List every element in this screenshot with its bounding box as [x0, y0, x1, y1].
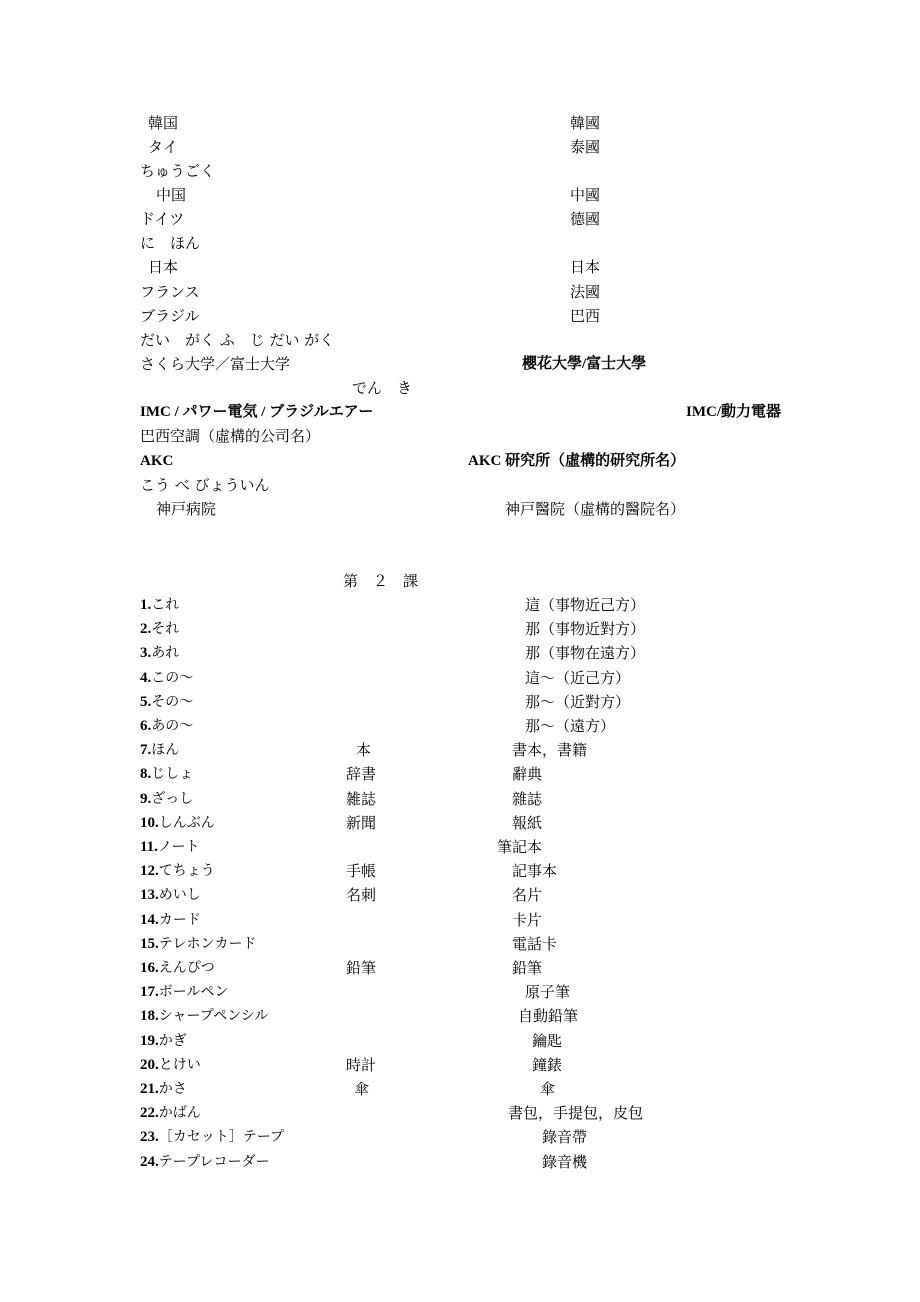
vocab-kana: あの～: [151, 718, 194, 734]
vocab-kana: カード: [158, 912, 201, 928]
country-jp: 韓国: [148, 114, 179, 132]
vocab-meaning: 雜誌: [512, 790, 543, 808]
vocab-number: [140, 1127, 284, 1147]
hospital-jp: 神戸病院: [156, 500, 217, 518]
vocab-kana: ほん: [151, 742, 180, 758]
vocab-number-text: 12.: [140, 863, 159, 879]
vocab-number: [140, 643, 179, 663]
vocab-number-text: 8.: [140, 766, 152, 782]
vocab-meaning: 鉛筆: [512, 959, 543, 977]
vocab-number: [140, 764, 193, 784]
hospital-zh: 神戸醫院（虛構的醫院名）: [505, 500, 686, 518]
vocab-kana: ノート: [157, 839, 200, 855]
vocab-number-text: 7.: [140, 742, 152, 758]
vocab-number-text: 24.: [140, 1154, 159, 1170]
vocab-meaning: 傘: [540, 1080, 556, 1098]
vocab-kanji: 手帳: [346, 862, 377, 880]
vocab-kana: この～: [151, 670, 194, 686]
lesson-title: 第 ２ 課: [343, 572, 419, 590]
vocab-number: [140, 885, 201, 905]
country-jp: フランス: [140, 283, 200, 301]
university-ruby: だい がく ふ じ だい がく: [140, 331, 335, 349]
country-zh: 韓國: [570, 114, 601, 132]
vocab-number-text: 10.: [140, 815, 159, 831]
vocab-number-text: 22.: [140, 1105, 159, 1121]
akc-jp: AKC: [140, 453, 174, 469]
vocab-kanji: 辞書: [346, 765, 377, 783]
vocab-kana: ざっし: [151, 791, 194, 807]
vocab-number-text: 3.: [140, 645, 152, 661]
vocab-number: [140, 1031, 187, 1051]
vocab-kana: ボールペン: [158, 984, 229, 1000]
vocab-number: [140, 692, 193, 712]
vocab-kana: かぎ: [158, 1033, 187, 1049]
vocab-meaning: 鐘錶: [532, 1056, 563, 1074]
vocab-kana: あれ: [151, 645, 180, 661]
vocab-meaning: 那（事物近對方）: [525, 620, 646, 638]
companies-jp: IMC / パワー電気 / ブラジルエアー: [140, 404, 374, 420]
vocab-number: [140, 1152, 270, 1172]
vocab-number: [140, 958, 215, 978]
vocab-number-text: 9.: [140, 791, 152, 807]
vocab-number: [140, 668, 193, 688]
country-zh: 泰國: [570, 138, 601, 156]
country-jp: 日本: [148, 258, 179, 276]
vocab-kana: テレホンカード: [158, 936, 257, 952]
vocab-kanji: 本: [356, 741, 372, 759]
vocab-number-text: 4.: [140, 670, 152, 686]
vocab-kana: それ: [151, 621, 180, 637]
country-zh: 德國: [570, 210, 601, 228]
vocab-number-text: 17.: [140, 984, 159, 1000]
vocab-number: [140, 619, 179, 639]
vocab-meaning: 辭典: [512, 765, 543, 783]
vocab-kana: シャープペンシル: [158, 1008, 269, 1024]
vocab-kana: その～: [151, 694, 194, 710]
vocab-number: [140, 789, 193, 809]
vocab-kana: これ: [151, 597, 180, 613]
vocab-kanji: 雑誌: [346, 790, 377, 808]
vocab-meaning: 名片: [512, 886, 543, 904]
vocab-kana: とけい: [158, 1057, 201, 1073]
university-zh: 櫻花大學/富士大學: [522, 356, 647, 372]
vocab-kanji: 名刺: [346, 886, 377, 904]
vocab-number: [140, 1079, 187, 1099]
vocab-number: [140, 837, 200, 857]
country-ruby: ちゅうごく: [140, 162, 216, 180]
vocab-meaning: 記事本: [512, 862, 558, 880]
vocab-kana: めいし: [158, 887, 201, 903]
vocab-number: [140, 1006, 269, 1026]
vocab-kana: じしょ: [151, 766, 194, 782]
vocab-meaning: 原子筆: [525, 983, 571, 1001]
vocab-kana: テープレコーダー: [158, 1154, 270, 1170]
vocab-meaning: 書本，書籍: [512, 741, 588, 759]
country-zh: 巴西: [570, 307, 601, 325]
vocab-number-text: 21.: [140, 1081, 159, 1097]
vocab-number-text: 5.: [140, 694, 152, 710]
vocab-number: [140, 1055, 201, 1075]
vocab-kana: かさ: [158, 1081, 187, 1097]
country-zh: 法國: [570, 283, 601, 301]
vocab-number-text: 23.: [140, 1129, 159, 1145]
vocab-meaning: 電話卡: [512, 935, 558, 953]
vocab-meaning: 筆記本: [497, 838, 543, 856]
vocab-kanji: 傘: [354, 1080, 370, 1098]
vocab-number: [140, 982, 228, 1002]
companies-zh-cont: 巴西空調（虛構的公司名）: [140, 427, 321, 445]
vocab-number-text: 14.: [140, 912, 159, 928]
vocab-meaning: 那～（遠方）: [525, 717, 616, 735]
vocab-number-text: 11.: [140, 839, 158, 855]
country-zh: 中國: [570, 186, 601, 204]
vocab-kanji: 鉛筆: [346, 959, 377, 977]
vocab-number: [140, 813, 215, 833]
vocab-number-text: 15.: [140, 936, 159, 952]
vocab-number-text: 2.: [140, 621, 152, 637]
vocab-number: [140, 861, 215, 881]
vocab-meaning: 書包，手提包，皮包: [508, 1104, 644, 1122]
university-jp: さくら大学／富士大学: [140, 355, 291, 373]
vocab-number: [140, 716, 193, 736]
country-jp: 中国: [156, 186, 187, 204]
hospital-ruby: こう べ びょういん: [140, 476, 270, 494]
vocab-number: [140, 934, 256, 954]
akc-zh: AKC 研究所（虛構的研究所名）: [468, 453, 686, 469]
country-zh: 日本: [570, 258, 601, 276]
vocab-number-text: 16.: [140, 960, 159, 976]
vocab-number-text: 18.: [140, 1008, 159, 1024]
vocab-meaning: 自動鉛筆: [518, 1007, 579, 1025]
vocab-number: [140, 595, 179, 615]
vocab-kana: ［カセット］テープ: [158, 1129, 285, 1145]
vocab-meaning: 錄音帶: [542, 1128, 588, 1146]
denki-ruby: でん き: [352, 379, 413, 397]
companies-zh: IMC/動力電器: [686, 404, 781, 420]
vocab-meaning: 報紙: [512, 814, 543, 832]
vocab-number: [140, 910, 201, 930]
vocab-meaning: 這～（近己方）: [525, 669, 631, 687]
country-ruby: に ほん: [140, 234, 201, 252]
vocab-number-text: 20.: [140, 1057, 159, 1073]
vocab-meaning: 卡片: [512, 911, 543, 929]
vocab-number-text: 19.: [140, 1033, 159, 1049]
vocab-number-text: 13.: [140, 887, 159, 903]
vocab-number-text: 6.: [140, 718, 152, 734]
vocab-kanji: 時計: [346, 1056, 377, 1074]
vocab-kana: えんぴつ: [158, 960, 215, 976]
vocab-meaning: 鑰匙: [532, 1032, 563, 1050]
vocab-kana: てちょう: [158, 863, 215, 879]
vocab-meaning: 那～（近對方）: [525, 693, 631, 711]
vocab-number: [140, 1103, 201, 1123]
vocab-kana: かばん: [158, 1105, 201, 1121]
vocab-meaning: 這（事物近己方）: [525, 596, 646, 614]
vocab-number-text: 1.: [140, 597, 152, 613]
country-jp: ブラジル: [140, 307, 200, 325]
vocab-kanji: 新聞: [346, 814, 377, 832]
vocab-kana: しんぶん: [158, 815, 215, 831]
vocab-meaning: 錄音機: [542, 1153, 588, 1171]
vocab-meaning: 那（事物在遠方）: [525, 644, 646, 662]
country-jp: ドイツ: [140, 210, 185, 228]
vocab-number: [140, 740, 179, 760]
country-jp: タイ: [148, 138, 178, 156]
